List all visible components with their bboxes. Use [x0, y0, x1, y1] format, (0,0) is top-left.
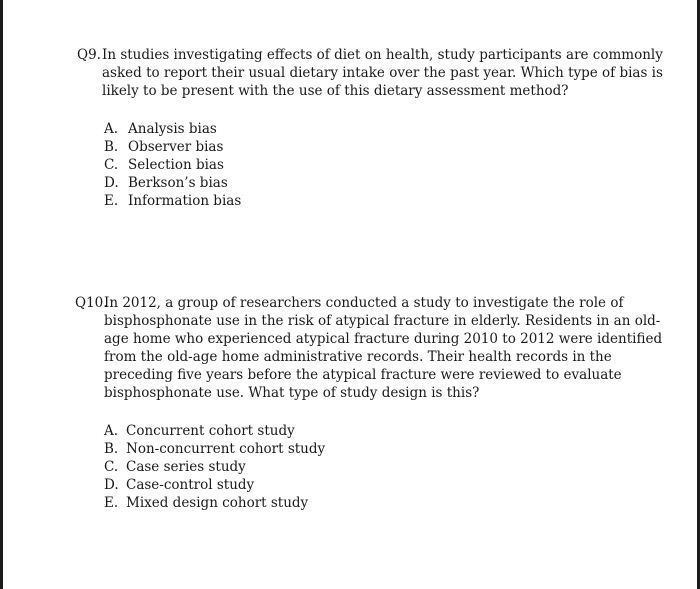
option-letter: A.	[104, 121, 119, 137]
answer-option-d	[104, 476, 325, 494]
option-letter: A.	[104, 423, 119, 439]
option-text: Case-control study	[126, 477, 255, 493]
answer-option-e	[104, 192, 241, 210]
option-letter: B.	[104, 139, 119, 155]
option-text: Concurrent cohort study	[126, 423, 295, 439]
question-number: Q10.	[75, 295, 108, 311]
option-letter: D.	[104, 477, 119, 493]
option-text: Analysis bias	[128, 121, 217, 137]
question-stem-line: likely to be present with the use of this dietary assessment method?	[102, 83, 569, 99]
question-stem	[102, 46, 663, 100]
answer-option-b	[104, 440, 325, 458]
answer-option-d	[104, 174, 241, 192]
answer-option-a	[104, 120, 241, 138]
question-stem	[104, 294, 662, 402]
option-text: Selection bias	[128, 157, 224, 173]
answer-option-a	[104, 422, 325, 440]
option-letter: C.	[104, 459, 119, 475]
option-letter: E.	[104, 495, 119, 511]
answer-option-b	[104, 138, 241, 156]
question-stem-line: age home who experienced atypical fracture during 2010 to 2012 were identified	[104, 331, 663, 347]
question-stem-line: In studies investigating effects of diet on health, study participants are commonly	[102, 47, 663, 63]
question-stem-line: preceding five years before the atypical fracture were reviewed to evaluate	[104, 367, 622, 383]
question-stem-line: asked to report their usual dietary intake over the past year. Which type of bias is	[102, 65, 663, 81]
option-text: Non-concurrent cohort study	[126, 441, 326, 457]
option-text: Information bias	[128, 193, 242, 209]
question-stem-line: bisphosphonate use. What type of study design is this?	[104, 385, 480, 401]
question-number: Q9.	[77, 47, 101, 63]
option-letter: C.	[104, 157, 119, 173]
question-stem-line: from the old-age home administrative records. Their health records in the	[104, 349, 612, 365]
option-text: Observer bias	[128, 139, 224, 155]
option-text: Mixed design cohort study	[126, 495, 309, 511]
answer-option-c	[104, 156, 241, 174]
option-text: Case series study	[126, 459, 246, 475]
option-letter: E.	[104, 193, 119, 209]
answer-option-c	[104, 458, 325, 476]
page-left-edge	[0, 0, 3, 589]
answer-options	[104, 422, 325, 512]
option-letter: D.	[104, 175, 119, 191]
question-stem-line: bisphosphonate use in the risk of atypical fracture in elderly. Residents in an old-	[104, 313, 661, 329]
answer-options	[104, 120, 241, 210]
option-text: Berkson’s bias	[128, 175, 228, 191]
option-letter: B.	[104, 441, 119, 457]
answer-option-e	[104, 494, 325, 512]
question-stem-line: In 2012, a group of researchers conducted a study to investigate the role of	[104, 295, 624, 311]
